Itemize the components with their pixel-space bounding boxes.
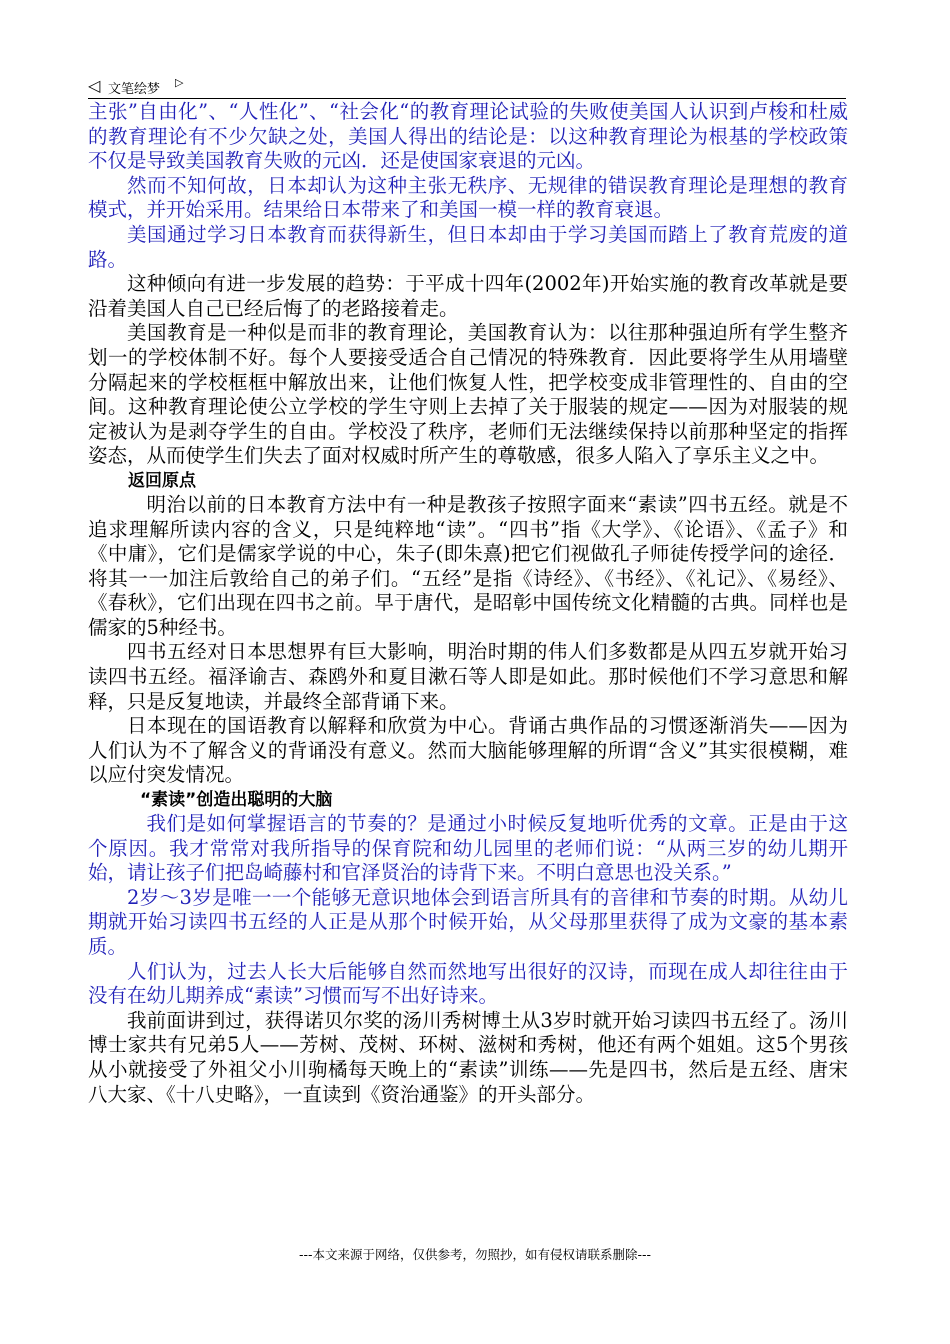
paragraph: 美国通过学习日本教育而获得新生，但日本却由于学习美国而踏上了教育荒废的道路。 (88, 222, 848, 271)
paragraph: 然而不知何故，日本却认为这种主张无秩序、无规律的错误教育理论是理想的教育模式，并开始采用。结果给日本带来了和美国一模一样的教育衰退。 (88, 173, 848, 222)
page-footer: ---本文来源于网络，仅供参考，勿照抄，如有侵权请联系删除--- (298, 1247, 652, 1262)
triangle-right-icon: ▷ (175, 76, 184, 89)
paragraph: 我前面讲到过，获得诺贝尔奖的汤川秀树博土从3岁时就开始习读四书五经了。汤川博士家共有兄弟5人——芳树、茂树、环树、滋树和秀树，他还有两个姐姐。这5个男孩从小就接受了外祖父小川驹橘每天晚上的“素读”训练——先是四书，然后是五经、唐宋八大家、《十八史略》，一直读到《资治通鉴》的开头部分。 (88, 1008, 848, 1106)
paragraph: 主张”自由化”、“人性化”、“社会化“的教育理论试验的失败使美国人认识到卢梭和杜威的教育理论有不少欠缺之处，美国人得出的结论是：以这种教育理论为根基的学校政策不仅是导致美国教育失败的元凶．还是使国家衰退的元凶。 (88, 100, 848, 173)
paragraph: 美国教育是一种似是而非的教育理论，美国教育认为：以往那种强迫所有学生整齐划一的学校体制不好。每个人要接受适合自己情况的特殊教育．因此要将学生从用墙壁分隔起来的学校框框中解放出来，让他们恢复人性，把学校变成非管理性的、自由的空间。这种教育理论使公立学校的学生守则上去掉了关于服装的规定——因为对服装的规定被认为是剥夺学生的自由。学校没了秩序，老师们无法继续保持以前那种坚定的指挥姿态，从而使学生们失去了面对权威时所产生的尊敬感，很多人陷入了享乐主义之中。 (88, 321, 848, 468)
section-heading: “素读”创造出聪明的大脑 (140, 790, 333, 811)
section-heading: 返回原点 (128, 470, 196, 491)
triangle-left-icon: ◁ (88, 76, 101, 95)
paragraph: 日本现在的国语教育以解释和欣赏为中心。背诵古典作品的习惯逐渐消失——因为人们认为不了解含义的背诵没有意义。然而大脑能够理解的所谓“含义”其实很模糊，难以应付突发情况。 (88, 714, 848, 787)
paragraph: 我们是如何掌握语言的节奏的？是通过小时候反复地听优秀的文章。正是由于这个原因。我才常常对我所指导的保育院和幼儿园里的老师们说：“从两三岁的幼儿期开始，请让孩子们把岛崎藤村和官泽贤治的诗背下来。不明白意思也没关系。” (88, 812, 848, 885)
page-header (88, 74, 846, 99)
paragraph: 人们认为，过去人长大后能够自然而然地写出很好的汉诗，而现在成人却往往由于没有在幼儿期养成“素读”习惯而写不出好诗来。 (88, 959, 848, 1008)
paragraph: 四书五经对日本思想界有巨大影响，明治时期的伟人们多数都是从四五岁就开始习读四书五经。福泽谕吉、森鸥外和夏目漱石等人即是如此。那时候他们不学习意思和解释，只是反复地读，并最终全部背诵下来。 (88, 640, 848, 713)
header-title: 文笔绘梦 (108, 82, 161, 97)
paragraph: 明治以前的日本教育方法中有一种是教孩子按照字面来“素读”四书五经。就是不追求理解所读内容的含义，只是纯粹地“读”。“四书”指《大学》、《论语》、《孟子》和《中庸》，它们是儒家学说的中心，朱子(即朱熹)把它们视做孔子师徒传授学问的途径．将其一一加注后敦给自己的弟子们。“五经”是指《诗经》、《书经》、《礼记》、《易经》、《春秋》，它们出现在四书之前。早于唐代，是昭彰中国传统文化精髓的古典。同样也是儒家的5种经书。 (88, 492, 848, 639)
document-body (88, 100, 848, 1107)
paragraph: 2岁～3岁是唯一一个能够无意识地体会到语言所具有的音律和节奏的时期。从幼儿期就开始习读四书五经的人正是从那个时候开始，从父母那里获得了成为文豪的基本素质。 (88, 885, 848, 958)
paragraph: 这种倾向有进一步发展的趋势：于平成十四年(2002年)开始实施的教育改革就是要沿着美国人自己已经后悔了的老路接着走。 (88, 272, 848, 320)
